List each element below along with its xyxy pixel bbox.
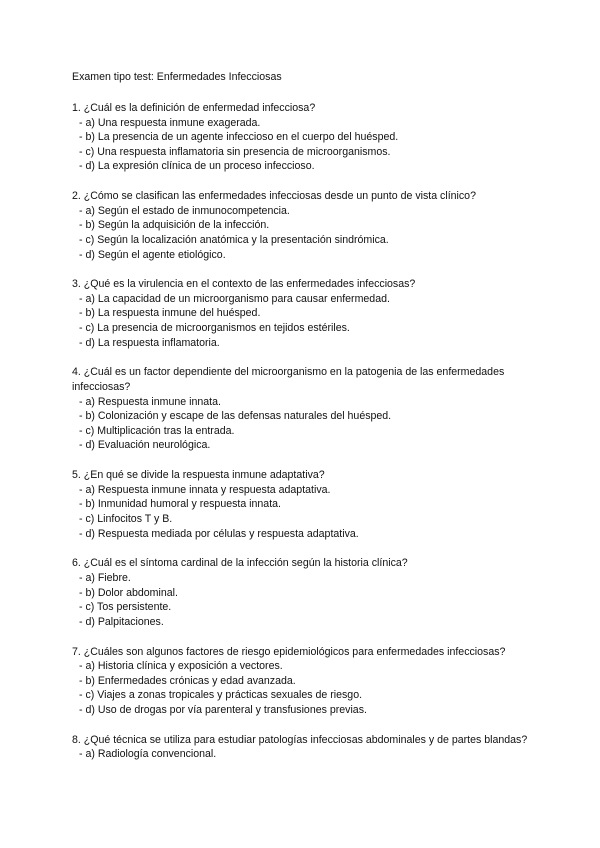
question-1 (72, 101, 542, 174)
answer-option: - c) La presencia de microorganismos en tejidos estériles. (79, 322, 350, 335)
answer-option: - c) Tos persistente. (79, 601, 172, 614)
question-text: 7. ¿Cuáles son algunos factores de riesgo epidemiológicos para enfermedades infecciosas? (72, 645, 506, 658)
question-2 (72, 189, 542, 262)
answer-option: - a) Fiebre. (79, 571, 131, 584)
answer-options (72, 116, 542, 174)
answer-option: - a) La capacidad de un microorganismo para causar enfermedad. (79, 292, 390, 305)
question-text: 6. ¿Cuál es el síntoma cardinal de la infección según la historia clínica? (72, 557, 408, 570)
question-8 (72, 733, 542, 762)
answer-option: - d) Evaluación neurológica. (79, 439, 211, 452)
answer-option: - b) Según la adquisición de la infección. (79, 219, 270, 232)
answer-option: - d) La respuesta inflamatoria. (79, 336, 220, 349)
question-text: 1. ¿Cuál es la definición de enfermedad infecciosa? (72, 101, 316, 114)
answer-option: - b) Dolor abdominal. (79, 586, 178, 599)
answer-option: - d) Según el agente etiológico. (79, 248, 226, 261)
question-3 (72, 277, 542, 350)
answer-option: - c) Multiplicación tras la entrada. (79, 424, 235, 437)
answer-options (72, 483, 542, 541)
question-text: 8. ¿Qué técnica se utiliza para estudiar patologías infecciosas abdominales y de partes blandas? (72, 733, 528, 746)
answer-option: - a) Respuesta inmune innata y respuesta adaptativa. (79, 483, 331, 496)
answer-option: - d) Uso de drogas por vía parenteral y transfusiones previas. (79, 703, 367, 716)
question-5 (72, 468, 542, 541)
answer-option: - b) Enfermedades crónicas y edad avanzada. (79, 674, 296, 687)
question-list (72, 101, 542, 762)
answer-option: - b) Inmunidad humoral y respuesta innata. (79, 498, 281, 511)
answer-option: - c) Viajes a zonas tropicales y prácticas sexuales de riesgo. (79, 689, 363, 702)
answer-option: - d) Respuesta mediada por células y respuesta adaptativa. (79, 527, 359, 540)
answer-options (72, 571, 542, 629)
answer-option: - b) Colonización y escape de las defensas naturales del huésped. (79, 410, 392, 423)
question-7 (72, 645, 542, 718)
answer-option: - c) Linfocitos T y B. (79, 512, 173, 525)
answer-options (72, 204, 542, 262)
answer-option: - c) Una respuesta inflamatoria sin presencia de microorganismos. (79, 145, 391, 158)
answer-option: - b) La presencia de un agente infeccioso en el cuerpo del huésped. (79, 131, 399, 144)
question-6 (72, 556, 542, 629)
answer-options (72, 747, 542, 762)
answer-option: - a) Según el estado de inmunocompetencia. (79, 204, 290, 217)
question-text: 4. ¿Cuál es un factor dependiente del microorganismo en la patogenia de las enfermedades infecciosas? (72, 366, 505, 394)
question-text: 2. ¿Cómo se clasifican las enfermedades infecciosas desde un punto de vista clínico? (72, 190, 476, 203)
answer-option: - a) Radiología convencional. (79, 748, 217, 761)
answer-option: - c) Según la localización anatómica y la presentación sindrómica. (79, 233, 389, 246)
question-text: 3. ¿Qué es la virulencia en el contexto de las enfermedades infecciosas? (72, 278, 416, 291)
answer-options (72, 292, 542, 350)
answer-option: - b) La respuesta inmune del huésped. (79, 307, 261, 320)
answer-option: - d) Palpitaciones. (79, 615, 164, 628)
answer-options (72, 395, 542, 453)
answer-option: - d) La expresión clínica de un proceso infeccioso. (79, 160, 315, 173)
document-title: Examen tipo test: Enfermedades Infecciosas (72, 71, 282, 83)
answer-option: - a) Historia clínica y exposición a vectores. (79, 660, 283, 673)
document-page (72, 70, 542, 777)
question-4 (72, 365, 542, 453)
answer-option: - a) Respuesta inmune innata. (79, 395, 221, 408)
question-text: 5. ¿En qué se divide la respuesta inmune adaptativa? (72, 469, 325, 482)
answer-options (72, 659, 542, 717)
answer-option: - a) Una respuesta inmune exagerada. (79, 116, 261, 129)
